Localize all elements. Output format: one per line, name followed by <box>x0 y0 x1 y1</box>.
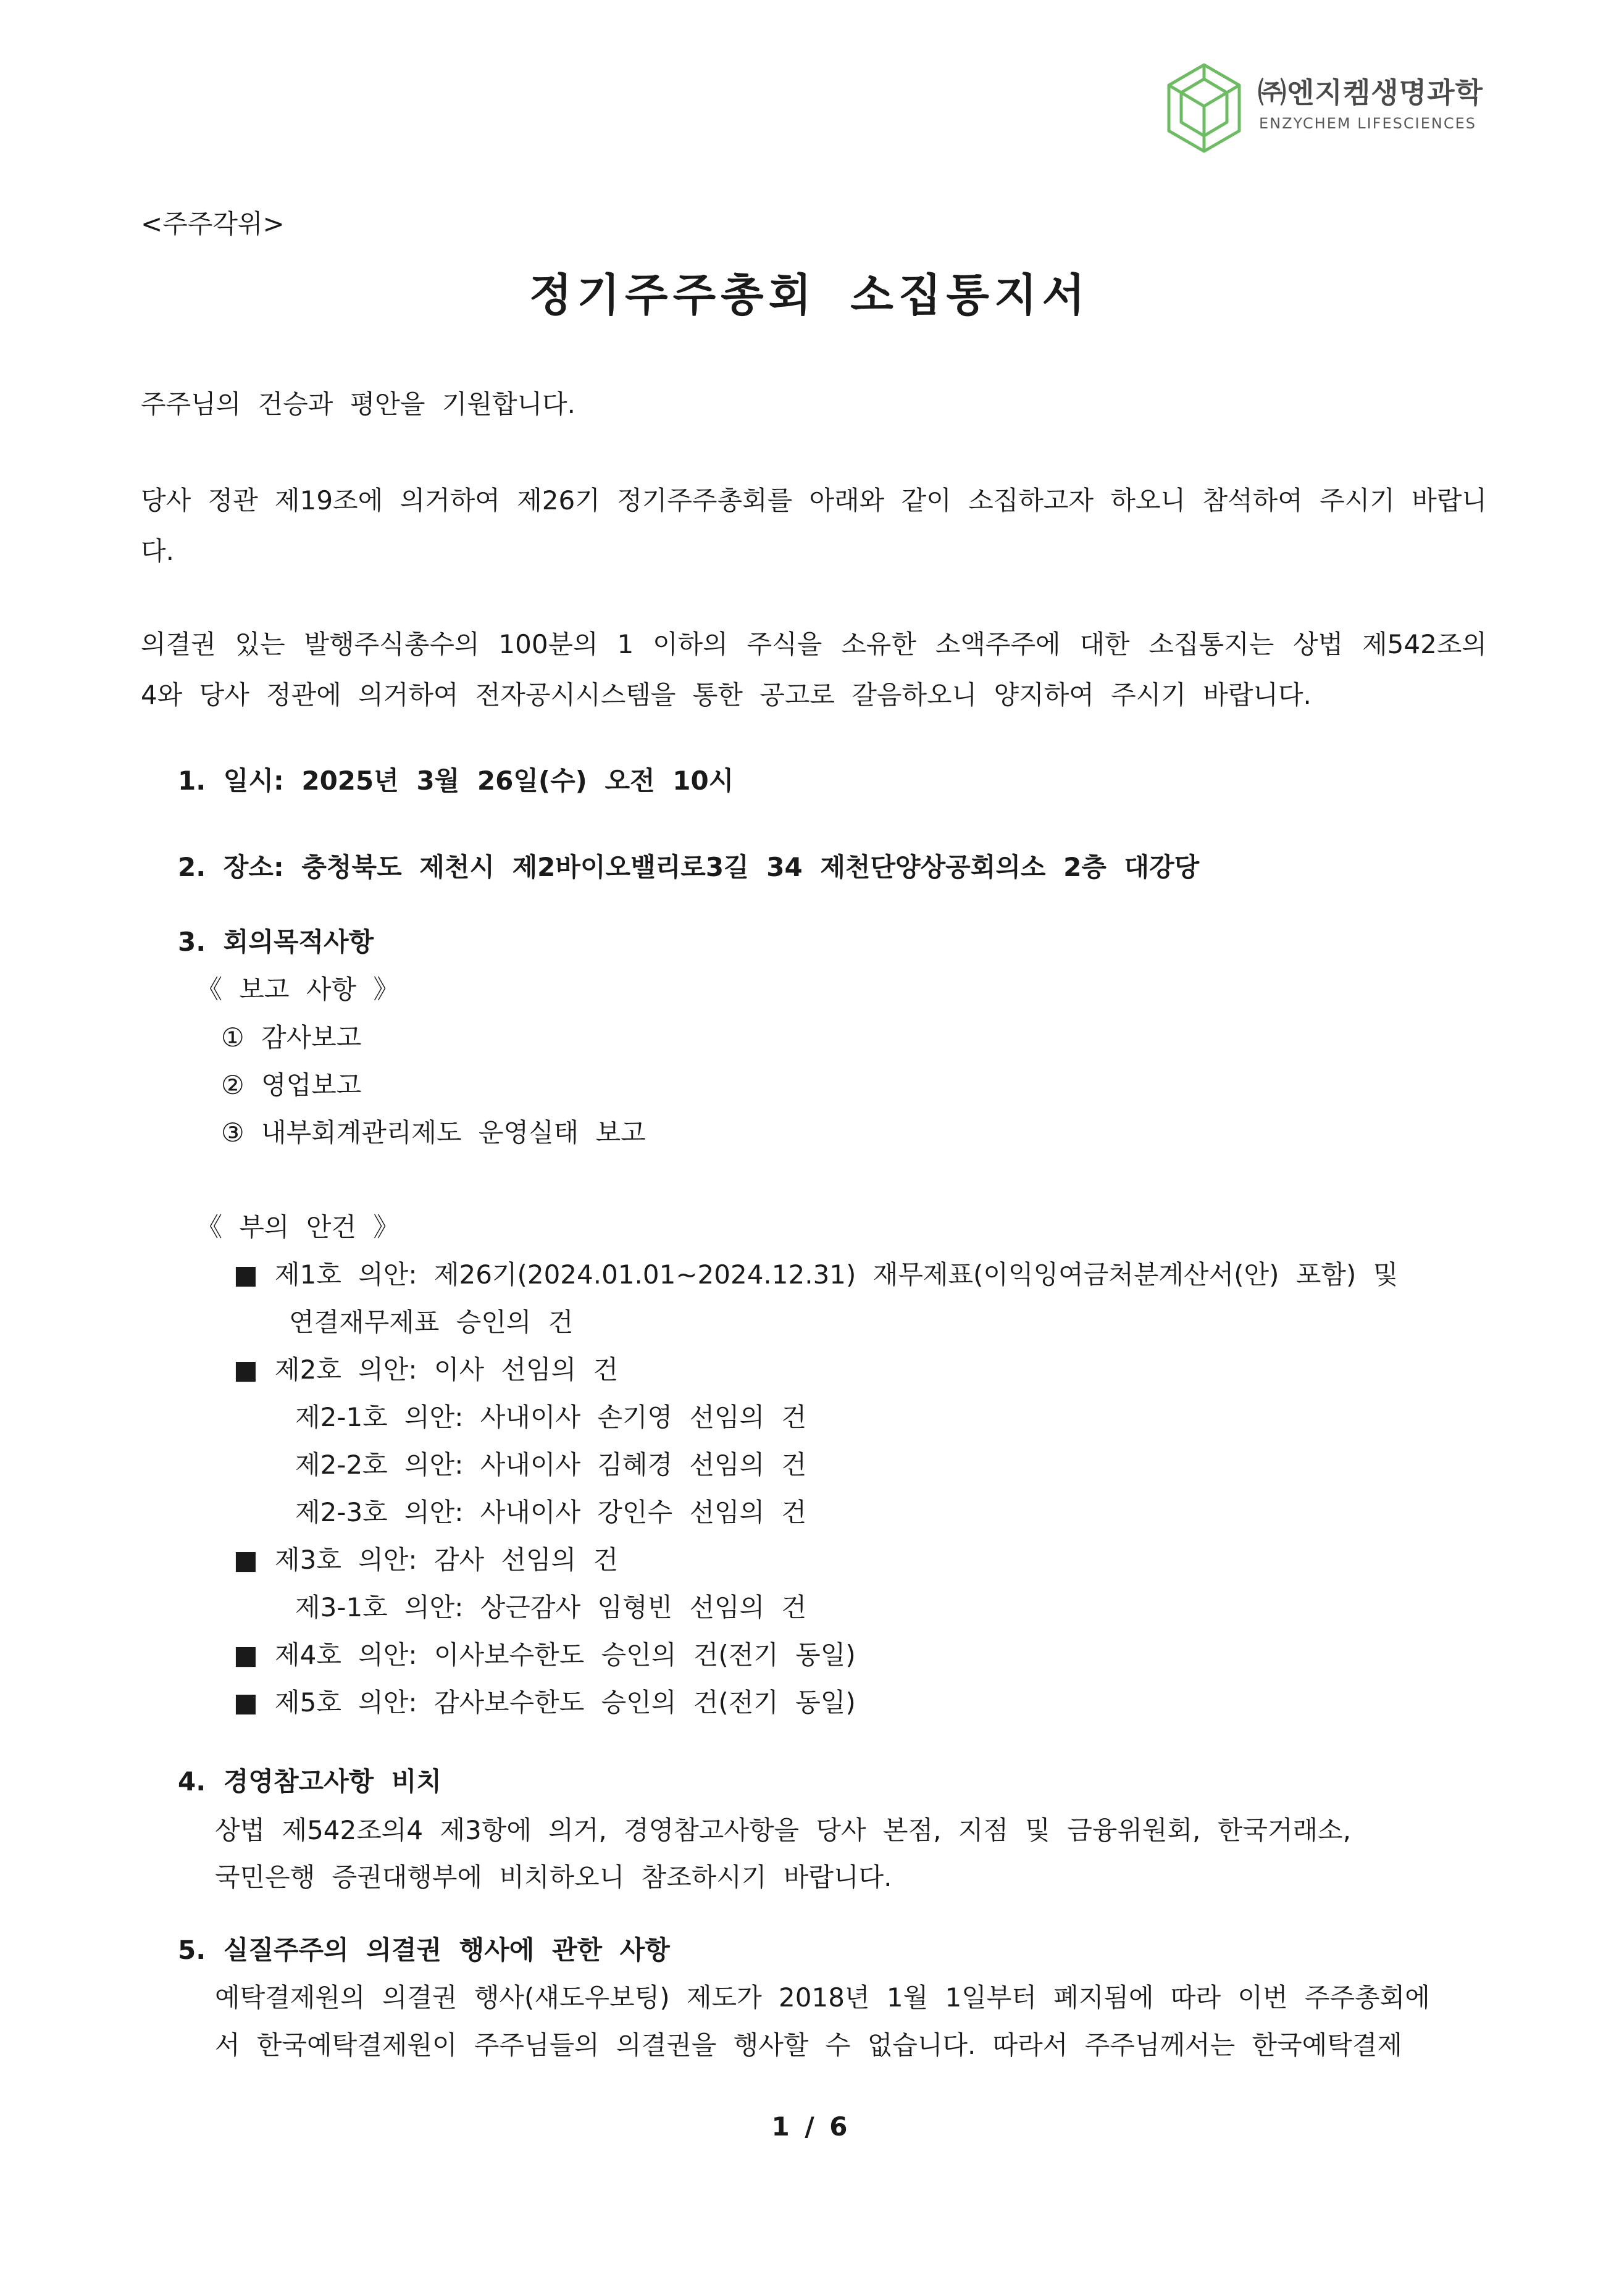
company-name-ko: ㈜엔지켐생명과학 <box>1258 76 1484 109</box>
resolution-subitem: 제2-2호 의안: 사내이사 김혜경 선임의 건 <box>295 1450 807 1480</box>
addressee: <주주각위> <box>141 209 285 239</box>
voting-text-line: 예탁결제원의 의결권 행사(섀도우보팅) 제도가 2018년 1월 1일부터 폐지됨에 따라 이번 주주총회에 <box>215 1982 1430 2013</box>
resolution-item: ■ 제1호 의안: 제26기(2024.01.01~2024.12.31) 재무제표(이익잉여금처분계산서(안) 포함) 및 <box>233 1259 1399 1290</box>
resolution-subitem: 제2-3호 의안: 사내이사 강인수 선임의 건 <box>295 1497 807 1527</box>
company-logo <box>1164 62 1485 154</box>
voting-text-line: 서 한국예탁결제원이 주주님들의 의결권을 행사할 수 없습니다. 따라서 주주님께서는 한국예탁결제 <box>215 2030 1402 2060</box>
enzychem-cube-logo-icon <box>1164 62 1244 154</box>
document-title: 정기주주총회 소집통지서 <box>529 269 1090 321</box>
resolution-subitem: 제2-1호 의안: 사내이사 손기영 선임의 건 <box>295 1402 807 1432</box>
reference-section-title: 4. 경영참고사항 비치 <box>178 1766 441 1797</box>
company-name-en: ENZYCHEM LIFESCIENCES <box>1259 115 1476 132</box>
resolution-item: ■ 제4호 의안: 이사보수한도 승인의 건(전기 동일) <box>233 1640 856 1670</box>
resolution-items-header: 《 부의 안건 》 <box>196 1212 400 1242</box>
minority-shareholder-paragraph: 의결권 있는 발행주식총수의 100분의 1 이하의 주식을 소유한 소액주주에 대한 소집통지는 상법 제542조의 4와 당사 정관에 의거하여 전자공시시스템을 통한 공고로 갈음하오니 양지하여 주시기 바랍니다. <box>141 629 1487 710</box>
page-number: 1 / 6 <box>771 2111 848 2142</box>
voting-section-title: 5. 실질주주의 의결권 행사에 관한 사항 <box>178 1935 670 1965</box>
resolution-subitem: 제3-1호 의안: 상근감사 임형빈 선임의 건 <box>295 1592 807 1622</box>
resolution-item: ■ 제2호 의안: 이사 선임의 건 <box>233 1355 619 1385</box>
agenda-title: 3. 회의목적사항 <box>178 927 374 957</box>
resolution-item: ■ 제3호 의안: 감사 선임의 건 <box>233 1545 619 1575</box>
meeting-place: 2. 장소: 충청북도 제천시 제2바이오밸리로3길 34 제천단양상공회의소 2층 대강당 <box>178 852 1200 882</box>
resolution-item-continued: 연결재무제표 승인의 건 <box>289 1307 574 1337</box>
greeting-paragraph: 주주님의 건승과 평안을 기원합니다. <box>141 389 575 419</box>
report-item: ① 감사보고 <box>221 1022 362 1053</box>
convocation-paragraph: 당사 정관 제19조에 의거하여 제26기 정기주주총회를 아래와 같이 소집하고자 하오니 참석하여 주시기 바랍니다. <box>141 485 1487 566</box>
report-item: ② 영업보고 <box>221 1070 362 1100</box>
report-items-header: 《 보고 사항 》 <box>196 974 400 1004</box>
meeting-datetime: 1. 일시: 2025년 3월 26일(수) 오전 10시 <box>178 766 734 796</box>
resolution-item: ■ 제5호 의안: 감사보수한도 승인의 건(전기 동일) <box>233 1687 856 1718</box>
report-item: ③ 내부회계관리제도 운영실태 보고 <box>221 1117 646 1148</box>
reference-text-line: 국민은행 증권대행부에 비치하오니 참조하시기 바랍니다. <box>215 1862 892 1892</box>
reference-text-line: 상법 제542조의4 제3항에 의거, 경영참고사항을 당사 본점, 지점 및 금융위원회, 한국거래소, <box>215 1815 1351 1845</box>
